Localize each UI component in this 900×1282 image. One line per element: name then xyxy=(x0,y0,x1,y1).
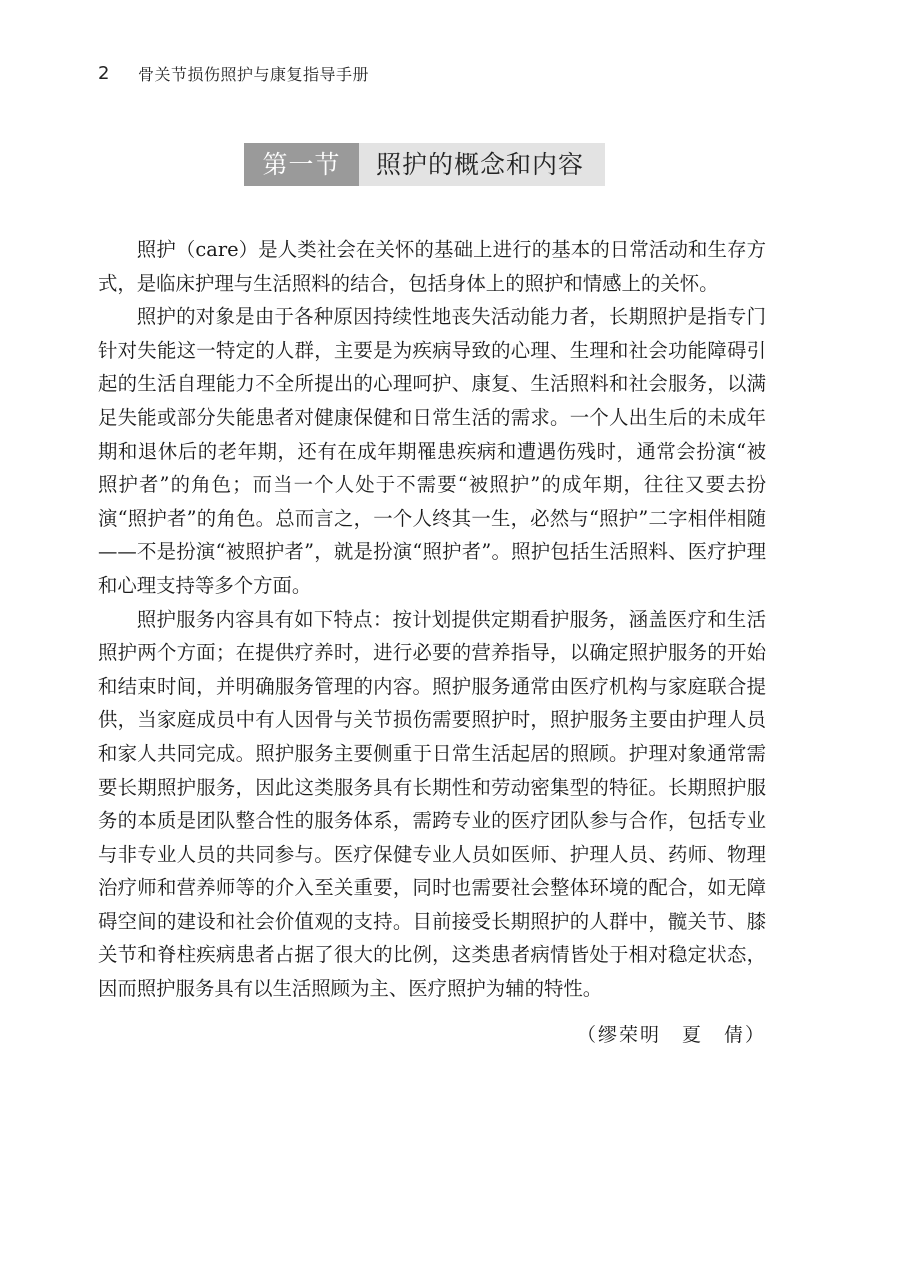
book-title: 骨关节损伤照护与康复指导手册 xyxy=(138,64,370,84)
paragraph-3: 照护服务内容具有如下特点：按计划提供定期看护服务，涵盖医疗和生活照护两个方面；在提供疗养时，进行必要的营养指导，以确定照护服务的开始和结束时间，并明确服务管理的内容。照护服务通常由医疗机构与家庭联合提供，当家庭成员中有人因骨与关节损伤需要照护时，照护服务主要由护理人员和家人共同完成。照护服务主要侧重于日常生活起居的照顾。护理对象通常需要长期照护服务，因此这类服务具有长期性和劳动密集型的特征。长期照护服务的本质是团队整合性的服务体系，需跨专业的医疗团队参与合作，包括专业与非专业人员的共同参与。医疗保健专业人员如医师、护理人员、药师、物理治疗师和营养师等的介入至关重要，同时也需要社会整体环境的配合，如无障碍空间的建设和社会价值观的支持。目前接受长期照护的人群中，髋关节、膝关节和脊柱疾病患者占据了很大的比例，这类患者病情皆处于相对稳定状态，因而照护服务具有以生活照顾为主、医疗照护为辅的特性。 xyxy=(98,607,766,1001)
section-title: 照护的概念和内容 xyxy=(359,143,605,186)
running-header xyxy=(98,60,369,86)
paragraph-2: 照护的对象是由于各种原因持续性地丧失活动能力者，长期照护是指专门针对失能这一特定的人群，主要是为疾病导致的心理、生理和社会功能障碍引起的生活自理能力不全所提出的心理呵护、康复、生活照料和社会服务，以满足失能或部分失能患者对健康保健和日常生活的需求。一个人出生后的未成年期和退休后的老年期，还有在成年期罹患疾病和遭遇伤残时，通常会扮演“被照护者”的角色；而当一个人处于不需要“被照护”的成年期，往往又要去扮演“照护者”的角色。总而言之，一个人终其一生，必然与“照护”二字相伴相随——不是扮演“被照护者”，就是扮演“照护者”。照护包括生活照料、医疗护理和心理支持等多个方面。 xyxy=(98,305,766,597)
body-text xyxy=(98,233,766,1006)
author-credit: （缪荣明 夏 倩） xyxy=(576,1024,766,1046)
section-heading xyxy=(244,143,605,186)
paragraph-1: 照护（care）是人类社会在关怀的基础上进行的基本的日常活动和生存方式，是临床护理与生活照料的结合，包括身体上的照护和情感上的关怀。 xyxy=(98,238,766,295)
page-number: 2 xyxy=(98,62,110,84)
section-number: 第一节 xyxy=(244,143,359,186)
